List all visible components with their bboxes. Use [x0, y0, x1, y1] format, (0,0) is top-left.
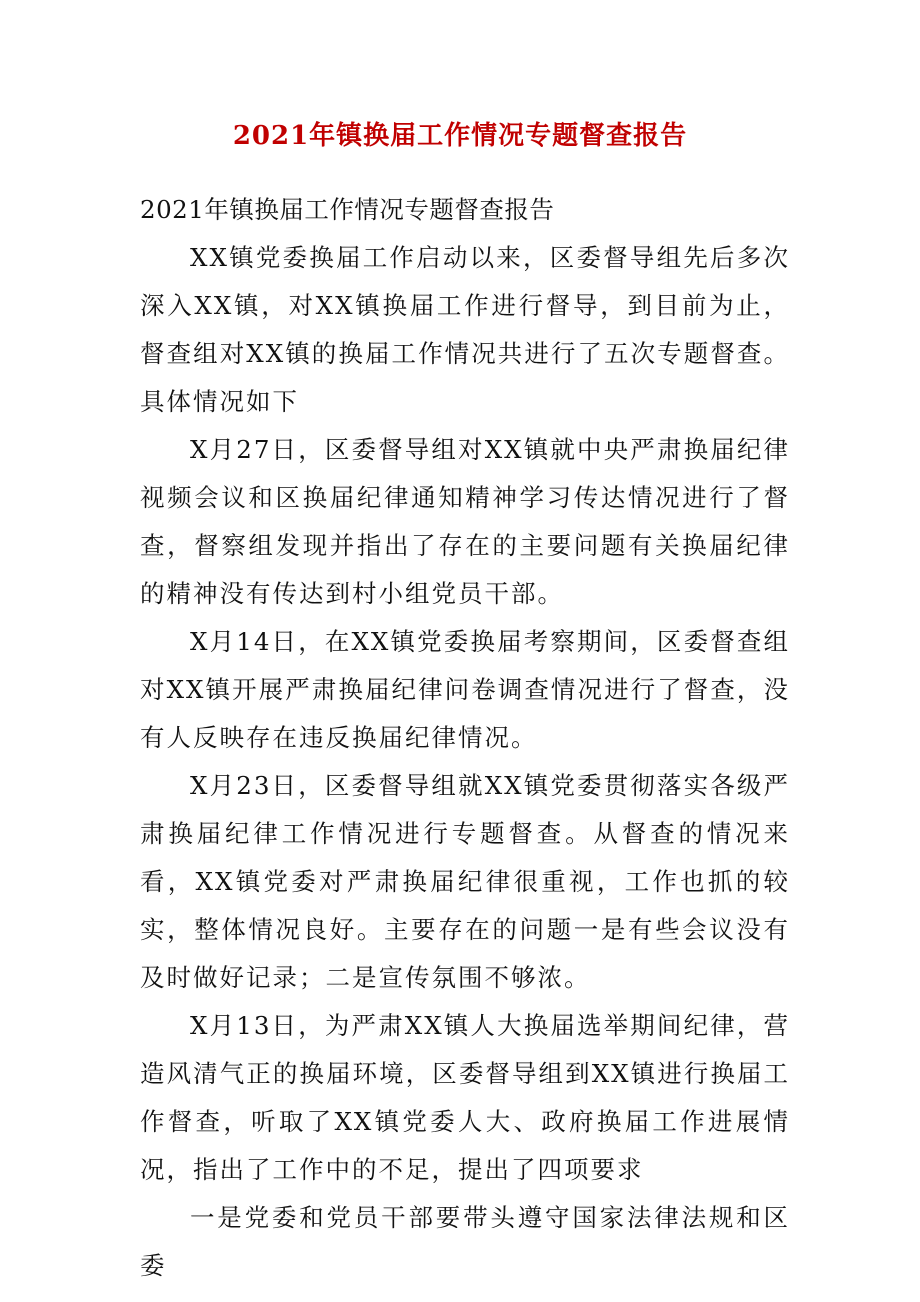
paragraph: X月14日，在XX镇党委换届考察期间，区委督查组对XX镇开展严肃换届纪律问卷调查情况进行了督查，没有人反映存在违反换届纪律情况。 — [140, 627, 790, 752]
paragraph: 一是党委和党员干部要带头遵守国家法律法规和区委 — [140, 1203, 790, 1280]
paragraph: XX镇党委换届工作启动以来，区委督导组先后多次深入XX镇，对XX镇换届工作进行督导，到目前为止，督查组对XX镇的换届工作情况共进行了五次专题督查。具体情况如下 — [140, 243, 790, 416]
document-subtitle: 2021年镇换届工作情况专题督查报告 — [140, 195, 555, 224]
document-title: 2021年镇换届工作情况专题督查报告 — [232, 121, 688, 151]
paragraph: X月23日，区委督导组就XX镇党委贯彻落实各级严肃换届纪律工作情况进行专题督查。从督查的情况来看，XX镇党委对严肃换届纪律很重视，工作也抓的较实，整体情况良好。主要存在的问题一是有些会议没有及时做好记录；二是宣传氛围不够浓。 — [140, 771, 790, 992]
paragraph: X月13日，为严肃XX镇人大换届选举期间纪律，营造风清气正的换届环境，区委督导组到XX镇进行换届工作督查，听取了XX镇党委人大、政府换届工作进展情况，指出了工作中的不足，提出了四项要求 — [140, 1011, 790, 1184]
document-body — [140, 186, 790, 1290]
paragraph: X月27日，区委督导组对XX镇就中央严肃换届纪律视频会议和区换届纪律通知精神学习传达情况进行了督查，督察组发现并指出了存在的主要问题有关换届纪律的精神没有传达到村小组党员干部。 — [140, 435, 790, 608]
